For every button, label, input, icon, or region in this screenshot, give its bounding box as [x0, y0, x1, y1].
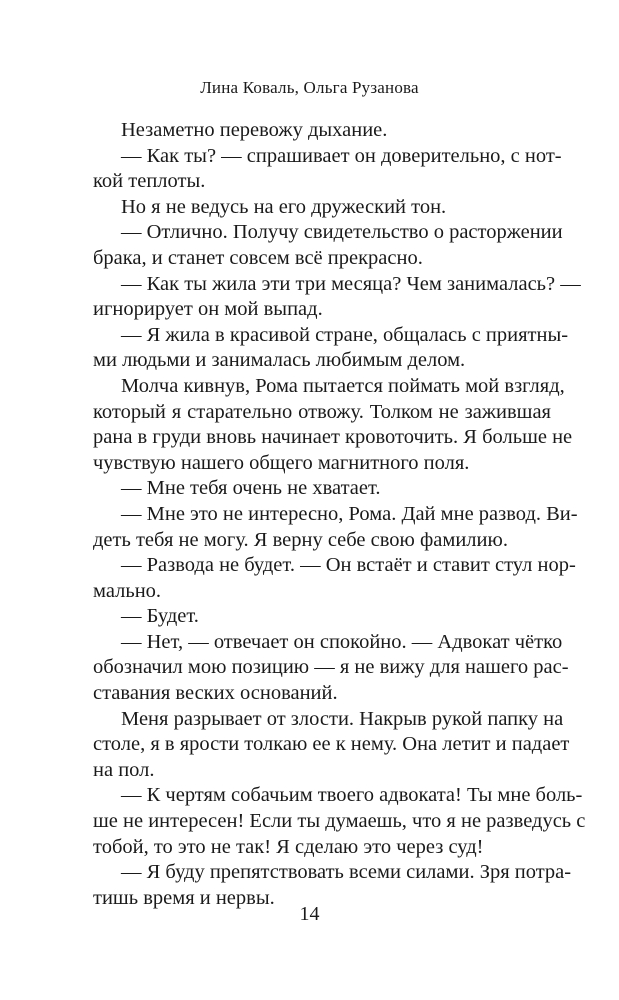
text-line: — Будет. — [121, 605, 199, 628]
text-line: — Мне тебя очень не хватает. — [121, 477, 381, 500]
text-line: Незаметно перевожу дыхание. — [121, 119, 388, 141]
text-line: ми людьми и занималась любимым делом. — [93, 349, 466, 372]
text-line: чувствую нашего общего магнитного поля. — [93, 451, 470, 474]
text-line: Меня разрывает от злости. Накрыв рукой папку на — [121, 707, 564, 730]
text-line: брака, и станет совсем всё прекрасно. — [93, 246, 423, 269]
text-line: тишь время и нервы. — [93, 886, 275, 909]
text-line: Молча кивнув, Рома пытается поймать мой взгляд, — [121, 374, 565, 397]
text-line: кой теплоты. — [93, 170, 206, 193]
text-line: — Как ты? — спрашивает он доверительно, с нот- — [121, 144, 562, 167]
running-head: Лина Коваль, Ольга Рузанова — [200, 78, 419, 97]
text-line: который я старательно отвожу. Толком не зажившая — [93, 400, 551, 423]
text-line: — Отлично. Получу свидетельство о расторжении — [121, 221, 563, 244]
text-line: ставания веских оснований. — [93, 682, 338, 705]
text-line: — Мне это не интересно, Рома. Дай мне развод. Ви- — [121, 502, 578, 525]
text-line: мально. — [93, 579, 162, 602]
text-line: — Нет, — отвечает он спокойно. — Адвокат чётко — [121, 630, 563, 653]
text-line: — Развода не будет. — Он встаёт и ставит стул нор- — [121, 554, 576, 577]
text-line: — Как ты жила эти три месяца? Чем занималась? — — [121, 272, 581, 295]
text-line: деть тебя не могу. Я верну себе свою фамилию. — [93, 528, 508, 551]
text-line: — К чертям собачьим твоего адвоката! Ты мне боль- — [121, 784, 583, 807]
body-text — [93, 118, 586, 911]
text-line: — Я жила в красивой стране, общалась с приятны- — [121, 323, 569, 346]
text-line: Но я не ведусь на его дружеский тон. — [121, 195, 447, 218]
text-line: игнорирует он мой выпад. — [93, 298, 323, 321]
text-line: столе, я в ярости толкаю ее к нему. Она летит и падает — [93, 733, 570, 756]
text-line: рана в груди вновь начинает кровоточить. Я больше не — [93, 426, 573, 449]
text-line: ше не интересен! Если ты думаешь, что я не разведусь с — [93, 810, 586, 833]
page-number: 14 — [299, 903, 320, 925]
text-line: на пол. — [93, 758, 155, 781]
text-line: обозначил мою позицию — я не вижу для нашего рас- — [93, 656, 569, 679]
text-line: тобой, то это не так! Я сделаю это через суд! — [93, 835, 484, 858]
text-line: — Я буду препятствовать всеми силами. Зря потра- — [121, 861, 572, 884]
